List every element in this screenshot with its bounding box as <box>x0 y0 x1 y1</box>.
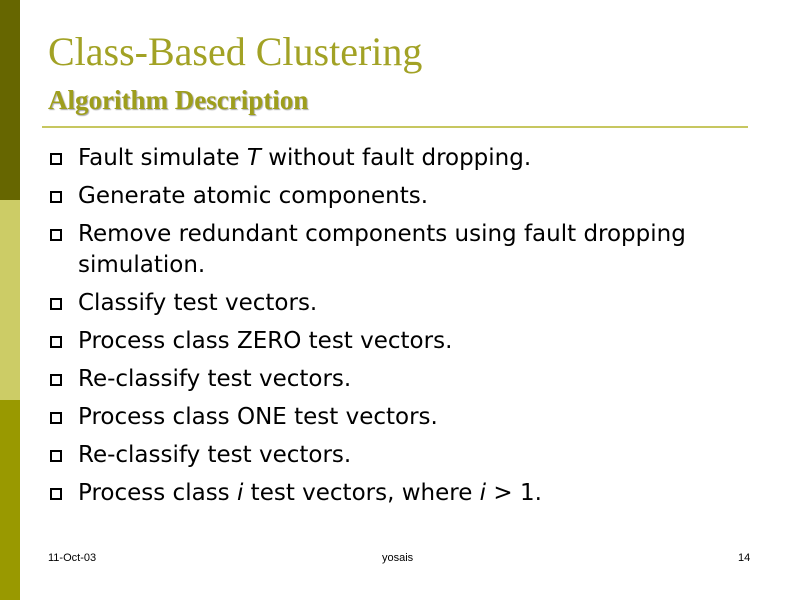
bullet-item <box>48 440 768 471</box>
footer-author: yosais <box>382 552 414 564</box>
bullet-item <box>48 181 768 212</box>
bullet-text <box>78 221 686 278</box>
bullet-text <box>78 480 542 506</box>
bullet-text-segment: Re-classify test vectors. <box>78 442 352 468</box>
hollow-square-icon <box>50 298 62 310</box>
bullet-text-segment: Remove redundant components using fault dropping simulation. <box>78 221 686 278</box>
hollow-square-icon <box>50 374 62 386</box>
sidebar-bar-top <box>0 0 20 200</box>
bullet-item <box>48 402 768 433</box>
bullet-text <box>78 290 317 316</box>
title-divider <box>42 126 748 128</box>
bullet-item <box>48 364 768 395</box>
page-number: 14 <box>738 552 751 564</box>
bullet-text-segment: Re-classify test vectors. <box>78 366 352 392</box>
bullet-item <box>48 143 768 174</box>
bullet-text-segment: Fault simulate <box>78 145 247 171</box>
bullet-text <box>78 328 452 354</box>
bullet-text-segment: Process class ZERO test vectors. <box>78 328 453 354</box>
bullet-text <box>78 145 531 171</box>
hollow-square-icon <box>50 191 62 203</box>
bullet-item <box>48 478 768 509</box>
hollow-square-icon <box>50 229 62 241</box>
sidebar-bar-middle <box>0 200 20 400</box>
bullet-item <box>48 326 768 357</box>
bullet-list <box>48 143 768 516</box>
bullet-text <box>78 442 351 468</box>
sidebar-bar-bottom <box>0 400 20 600</box>
hollow-square-icon <box>50 336 62 348</box>
slide-subtitle: Algorithm Description <box>48 85 309 115</box>
footer-date: 11-Oct-03 <box>48 552 97 564</box>
slide-title: Class-Based Clustering <box>48 29 423 74</box>
bullet-text <box>78 183 428 209</box>
hollow-square-icon <box>50 450 62 462</box>
hollow-square-icon <box>50 488 62 500</box>
bullet-text-segment: > 1. <box>486 480 542 506</box>
bullet-text-segment: Process class ONE test vectors. <box>78 404 438 430</box>
bullet-item <box>48 219 768 281</box>
hollow-square-icon <box>50 412 62 424</box>
bullet-text-segment: Classify test vectors. <box>78 290 318 316</box>
bullet-italic-variable: T <box>246 145 261 171</box>
bullet-text-segment: test vectors, where <box>243 480 480 506</box>
bullet-italic-variable: i <box>479 480 487 506</box>
bullet-italic-variable: i <box>236 480 244 506</box>
hollow-square-icon <box>50 153 62 165</box>
bullet-text-segment: Generate atomic components. <box>78 183 429 209</box>
bullet-text-segment: Process class <box>78 480 237 506</box>
bullet-text-segment: without fault dropping. <box>260 145 532 171</box>
bullet-text <box>78 404 438 430</box>
bullet-item <box>48 288 768 319</box>
bullet-text <box>78 366 351 392</box>
